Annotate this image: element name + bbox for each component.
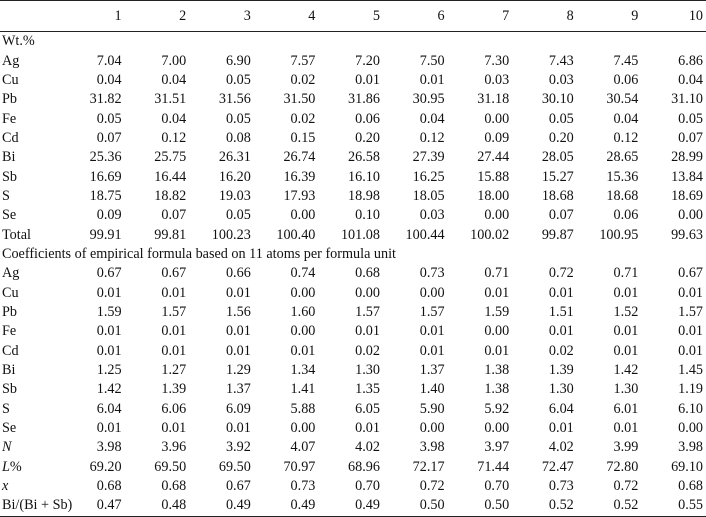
row-label: Sb (2, 168, 17, 185)
row-label: x (2, 478, 9, 495)
table-header (0, 1, 706, 32)
row-label: Cd (2, 342, 19, 359)
table-cell: 5.88 (290, 400, 316, 417)
table-cell: 4.07 (290, 439, 316, 456)
table-cell: 31.51 (154, 91, 187, 108)
table-cell: 7.57 (290, 52, 316, 69)
table-cell: 0.52 (577, 496, 642, 516)
table-cell: 3.96 (161, 439, 187, 456)
table-cell: 0.01 (96, 420, 122, 437)
table-cell: 0.20 (548, 129, 574, 146)
row-label: Bi (2, 149, 16, 166)
table-cell: 6.06 (161, 400, 187, 417)
table-cell: 69.20 (89, 458, 122, 475)
table-cell: 0.72 (548, 265, 574, 282)
table-cell: 0.07 (161, 207, 187, 224)
table-cell: 28.05 (541, 149, 574, 166)
table-cell: 99.91 (89, 226, 122, 243)
table-cell: 0.01 (290, 342, 316, 359)
column-header: 5 (318, 1, 383, 32)
table-cell: 7.30 (484, 52, 510, 69)
table-cell: 0.12 (161, 129, 187, 146)
table-cell: 0.10 (355, 207, 380, 224)
table-cell: 1.34 (290, 362, 316, 379)
table-cell: 0.07 (548, 207, 574, 224)
table-cell: 0.01 (548, 284, 574, 301)
table-cell: 0.01 (96, 284, 122, 301)
section-title: Wt.% (2, 33, 35, 50)
table-cell: 1.57 (161, 303, 187, 320)
table-cell: 0.01 (678, 323, 703, 340)
table-row (0, 187, 706, 206)
row-label-italic-part: L (2, 458, 10, 475)
table-cell: 1.40 (419, 381, 445, 398)
table-cell: 1.60 (290, 303, 316, 320)
table-cell: 0.01 (613, 323, 639, 340)
table-cell: 7.43 (548, 52, 574, 69)
table-cell: 30.95 (412, 91, 445, 108)
table-cell: 0.00 (484, 110, 510, 127)
table-cell: 0.01 (225, 420, 251, 437)
table-cell: 0.05 (678, 110, 703, 127)
section-title-row (0, 32, 706, 52)
table-cell: 26.74 (283, 149, 316, 166)
table-row (0, 322, 706, 341)
row-label: S (2, 400, 10, 417)
table-cell: 18.82 (154, 187, 187, 204)
table-cell: 0.55 (641, 496, 706, 516)
section-title: Coefficients of empirical formula based on 11 atoms per formula unit (2, 245, 396, 262)
table-cell: 15.88 (477, 168, 510, 185)
table-cell: 0.67 (678, 265, 703, 282)
table-cell: 99.81 (154, 226, 187, 243)
table-cell: 0.70 (355, 478, 380, 495)
table-row (0, 264, 706, 283)
table-cell: 1.59 (96, 303, 122, 320)
table-cell: 15.27 (541, 168, 574, 185)
table-cell: 1.39 (161, 381, 187, 398)
table-cell: 0.09 (96, 207, 122, 224)
table-cell: 1.52 (613, 303, 639, 320)
table-cell: 0.72 (419, 478, 445, 495)
table-cell: 0.01 (484, 284, 510, 301)
table-row (0, 225, 706, 244)
table-cell: 16.20 (218, 168, 251, 185)
table-cell: 0.01 (96, 342, 122, 359)
table-cell: 0.12 (419, 129, 445, 146)
table-row (0, 206, 706, 225)
table-cell: 18.98 (348, 187, 380, 204)
table-cell: 1.39 (548, 362, 574, 379)
table-row (0, 477, 706, 496)
table-cell: 72.47 (541, 458, 574, 475)
table-cell: 0.00 (484, 207, 510, 224)
table-cell: 1.19 (678, 381, 703, 398)
table-cell: 1.38 (484, 362, 510, 379)
table-row (0, 283, 706, 302)
table-cell: 69.50 (218, 458, 251, 475)
table-cell: 0.12 (613, 129, 639, 146)
table-cell: 3.98 (96, 439, 122, 456)
table-cell: 0.50 (448, 496, 513, 516)
table-cell: 100.95 (599, 226, 639, 243)
table-cell: 0.01 (419, 342, 445, 359)
table-cell: 0.00 (290, 207, 316, 224)
table-cell: 0.00 (484, 323, 510, 340)
table-row (0, 438, 706, 457)
table-cell: 7.04 (96, 52, 122, 69)
row-label: Bi (2, 362, 16, 379)
table-cell: 100.02 (470, 226, 510, 243)
table-cell: 1.37 (419, 362, 445, 379)
row-label: Total (2, 226, 31, 243)
table-cell: 0.70 (484, 478, 510, 495)
column-header: 10 (641, 1, 706, 32)
table-cell: 0.00 (290, 420, 316, 437)
table-cell: 0.01 (484, 342, 510, 359)
table-row (0, 361, 706, 380)
table-cell: 0.01 (678, 342, 703, 359)
table-cell: 6.04 (548, 400, 574, 417)
table-cell: 4.02 (355, 439, 380, 456)
table-row (0, 303, 706, 322)
table-cell: 0.05 (96, 110, 122, 127)
table-cell: 16.10 (348, 168, 380, 185)
table-cell: 0.01 (225, 323, 251, 340)
table-cell: 31.56 (218, 91, 251, 108)
table-row (0, 109, 706, 128)
table-cell: 1.57 (419, 303, 445, 320)
table-cell: 0.00 (484, 420, 510, 437)
table-cell: 0.47 (60, 496, 125, 516)
table-cell: 16.39 (283, 168, 316, 185)
table-cell: 31.50 (283, 91, 316, 108)
table-cell: 100.40 (276, 226, 316, 243)
table-cell: 7.00 (161, 52, 187, 69)
table-cell: 0.49 (189, 496, 254, 516)
row-label: N (2, 439, 12, 456)
row-label: Se (2, 207, 17, 224)
table-cell: 0.02 (548, 342, 574, 359)
table-cell: 0.72 (613, 478, 639, 495)
table-cell: 16.69 (89, 168, 122, 185)
table-row (0, 51, 706, 70)
table-cell: 0.01 (613, 284, 639, 301)
table-cell: 18.68 (541, 187, 574, 204)
table-cell: 0.03 (484, 71, 510, 88)
table-cell: 1.57 (355, 303, 380, 320)
table-cell: 0.01 (161, 284, 187, 301)
table-cell: 1.30 (355, 362, 380, 379)
table-cell: 1.56 (225, 303, 251, 320)
table-cell: 1.51 (548, 303, 574, 320)
table-cell: 100.23 (211, 226, 251, 243)
table-cell: 1.25 (96, 362, 122, 379)
column-header: 9 (577, 1, 642, 32)
table-cell: 0.06 (613, 71, 639, 88)
table-cell: 1.35 (355, 381, 380, 398)
table-row (0, 148, 706, 167)
column-header: 1 (60, 1, 125, 32)
table-cell: 0.68 (161, 478, 187, 495)
table-cell: 18.69 (671, 187, 703, 204)
table-cell: 0.03 (548, 71, 574, 88)
table-cell: 0.49 (254, 496, 319, 516)
table-cell: 0.15 (290, 129, 316, 146)
column-header: 6 (383, 1, 448, 32)
column-header: 7 (448, 1, 513, 32)
table-cell: 0.08 (225, 129, 251, 146)
table-cell: 1.30 (548, 381, 574, 398)
table-cell: 26.58 (348, 149, 380, 166)
table-cell: 1.29 (225, 362, 251, 379)
table-cell: 0.01 (96, 323, 122, 340)
table-cell: 0.05 (225, 110, 251, 127)
table-cell: 6.04 (96, 400, 122, 417)
table-cell: 30.54 (606, 91, 639, 108)
table-cell: 1.41 (290, 381, 316, 398)
table-cell: 3.97 (484, 439, 510, 456)
table-row (0, 342, 706, 361)
table-row (0, 71, 706, 90)
table-cell: 7.20 (355, 52, 380, 69)
row-label: Fe (2, 323, 17, 340)
row-label: Sb (2, 381, 17, 398)
table-cell: 31.82 (89, 91, 122, 108)
column-header: 3 (189, 1, 254, 32)
table-cell: 0.00 (290, 284, 316, 301)
column-header: 4 (254, 1, 319, 32)
table-cell: 0.73 (290, 478, 316, 495)
table-cell: 0.00 (419, 284, 445, 301)
table-cell: 16.44 (154, 168, 187, 185)
table-cell: 0.04 (161, 110, 187, 127)
table-cell: 0.67 (96, 265, 122, 282)
table-cell: 0.01 (613, 342, 639, 359)
table-cell: 0.00 (678, 420, 703, 437)
table-cell: 27.39 (412, 149, 445, 166)
table-cell: 0.01 (225, 284, 251, 301)
table-cell: 0.05 (225, 71, 251, 88)
table-cell: 3.98 (419, 439, 445, 456)
row-label: Bi/(Bi + Sb) (0, 496, 60, 516)
row-label: Pb (2, 303, 17, 320)
row-label (0, 458, 60, 477)
table-row (0, 380, 706, 399)
table-cell: 100.44 (405, 226, 445, 243)
table-cell: 0.02 (290, 71, 316, 88)
table-cell: 1.42 (613, 362, 639, 379)
table-cell: 18.68 (606, 187, 639, 204)
row-label: Cu (2, 284, 19, 301)
table-row (0, 419, 706, 438)
table-cell: 0.00 (290, 323, 316, 340)
table-cell: 16.25 (412, 168, 445, 185)
table-cell: 18.00 (477, 187, 510, 204)
table-row (0, 458, 706, 477)
table-cell: 31.10 (671, 91, 703, 108)
table-cell: 26.31 (218, 149, 251, 166)
table-cell: 1.37 (225, 381, 251, 398)
table-cell: 0.74 (290, 265, 316, 282)
table-cell: 0.01 (613, 420, 639, 437)
table-cell: 71.44 (477, 458, 510, 475)
table-cell: 28.65 (606, 149, 639, 166)
table-cell: 0.20 (355, 129, 380, 146)
table-cell: 1.42 (96, 381, 122, 398)
header-row (0, 1, 706, 32)
column-header: 2 (125, 1, 190, 32)
table-cell: 0.48 (125, 496, 190, 516)
table-cell: 0.06 (355, 110, 380, 127)
table-cell: 69.50 (154, 458, 187, 475)
table-body (0, 32, 706, 517)
table-cell: 0.66 (225, 265, 251, 282)
section-title-row (0, 245, 706, 264)
table-cell: 25.75 (154, 149, 187, 166)
table-row (0, 167, 706, 186)
table-cell: 0.04 (419, 110, 445, 127)
table-cell: 0.04 (678, 71, 703, 88)
table-cell: 0.07 (678, 129, 703, 146)
table-cell: 19.03 (218, 187, 251, 204)
table-row (0, 90, 706, 109)
table-cell: 1.38 (484, 381, 510, 398)
row-label-suffix: % (9, 458, 22, 475)
table-cell: 0.01 (161, 342, 187, 359)
row-label: Ag (2, 265, 20, 282)
row-label: Fe (2, 110, 17, 127)
table-cell: 0.00 (355, 284, 380, 301)
table-cell: 0.07 (96, 129, 122, 146)
table-row (0, 496, 706, 516)
table-cell: 1.45 (678, 362, 703, 379)
column-header: 8 (512, 1, 577, 32)
table-cell: 6.09 (225, 400, 251, 417)
table-cell: 0.01 (678, 284, 703, 301)
table-cell: 15.36 (606, 168, 639, 185)
table-cell: 3.92 (225, 439, 251, 456)
table-cell: 1.59 (484, 303, 510, 320)
table-cell: 6.90 (225, 52, 251, 69)
table-cell: 0.09 (484, 129, 510, 146)
table-cell: 72.80 (606, 458, 639, 475)
table-cell: 0.03 (419, 207, 445, 224)
table-cell: 17.93 (283, 187, 316, 204)
table-cell: 99.63 (671, 226, 703, 243)
table-cell: 0.02 (355, 342, 380, 359)
table-cell: 0.01 (355, 323, 380, 340)
row-label: Cd (2, 129, 19, 146)
table-cell: 0.04 (613, 110, 639, 127)
table-cell: 1.30 (613, 381, 639, 398)
table-cell: 0.01 (548, 323, 574, 340)
table-cell: 70.97 (283, 458, 316, 475)
table-cell: 6.86 (678, 52, 703, 69)
table-cell: 7.45 (613, 52, 639, 69)
table-cell: 0.49 (318, 496, 383, 516)
table-cell: 0.01 (161, 420, 187, 437)
table-cell: 5.90 (419, 400, 445, 417)
table-cell: 0.00 (419, 420, 445, 437)
table-cell: 0.06 (613, 207, 639, 224)
table-cell: 1.27 (161, 362, 187, 379)
table-row (0, 129, 706, 148)
table-cell: 0.01 (548, 420, 574, 437)
table-cell: 0.02 (290, 110, 316, 127)
table-cell: 18.05 (412, 187, 445, 204)
table-cell: 18.75 (89, 187, 122, 204)
table-cell: 13.84 (671, 168, 703, 185)
table-cell: 0.73 (419, 265, 445, 282)
table-cell: 4.02 (548, 439, 574, 456)
table-cell: 31.86 (348, 91, 380, 108)
table-cell: 0.05 (225, 207, 251, 224)
table-cell: 68.96 (348, 458, 380, 475)
table-cell: 0.71 (613, 265, 639, 282)
table-cell: 0.68 (678, 478, 703, 495)
table-cell: 0.67 (225, 478, 251, 495)
table-cell: 0.04 (96, 71, 122, 88)
table-cell: 31.18 (477, 91, 510, 108)
table-cell: 0.73 (548, 478, 574, 495)
row-label: Ag (2, 52, 20, 69)
table-cell: 3.99 (613, 439, 639, 456)
table-cell: 25.36 (89, 149, 122, 166)
table-cell: 0.01 (161, 323, 187, 340)
table-cell: 0.71 (484, 265, 510, 282)
table-cell: 0.05 (548, 110, 574, 127)
table-cell: 0.68 (96, 478, 122, 495)
table-cell: 0.04 (161, 71, 187, 88)
row-label: Cu (2, 71, 19, 88)
table-cell: 28.99 (671, 149, 703, 166)
table-cell: 99.87 (541, 226, 574, 243)
table-cell: 6.05 (355, 400, 380, 417)
table-cell: 101.08 (340, 226, 380, 243)
table-cell: 0.01 (225, 342, 251, 359)
table-cell: 27.44 (477, 149, 510, 166)
header-label-cell (0, 1, 60, 32)
table-cell: 30.10 (541, 91, 574, 108)
table-cell: 0.01 (419, 71, 445, 88)
table-cell: 0.67 (161, 265, 187, 282)
row-label: Pb (2, 91, 17, 108)
table-cell: 0.52 (512, 496, 577, 516)
table-cell: 0.01 (355, 420, 380, 437)
table-cell: 1.57 (678, 303, 703, 320)
table-cell: 6.01 (613, 400, 639, 417)
table-cell: 72.17 (412, 458, 445, 475)
row-label: Se (2, 420, 17, 437)
table-cell: 6.10 (678, 400, 703, 417)
table-row (0, 400, 706, 419)
table-cell: 69.10 (671, 458, 703, 475)
table-cell: 0.01 (355, 71, 380, 88)
table-cell: 0.01 (419, 323, 445, 340)
table-cell: 3.98 (678, 439, 703, 456)
table-cell: 0.50 (383, 496, 448, 516)
row-label: S (2, 187, 10, 204)
table-cell: 0.68 (355, 265, 380, 282)
table-cell: 7.50 (419, 52, 445, 69)
table-cell: 5.92 (484, 400, 510, 417)
table-cell: 0.00 (678, 207, 703, 224)
